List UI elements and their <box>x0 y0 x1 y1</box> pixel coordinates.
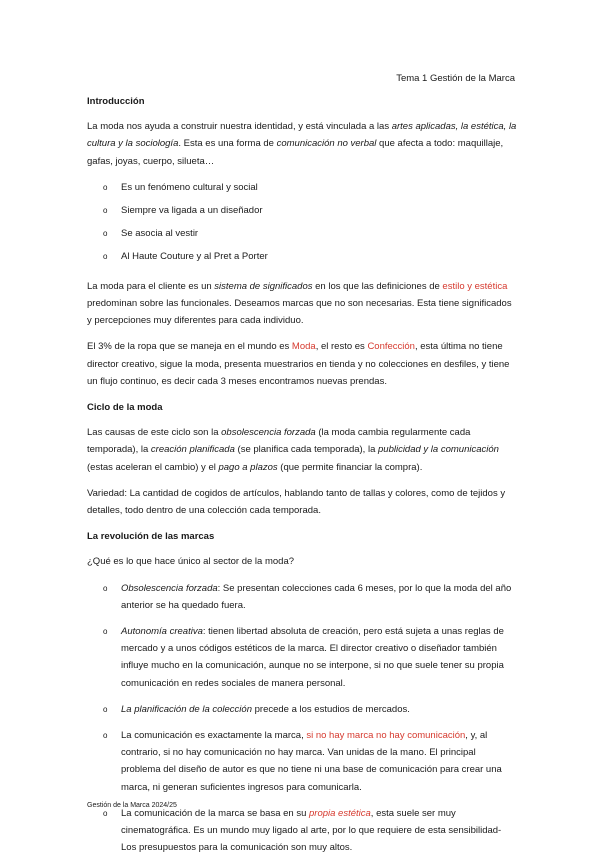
page-header: Tema 1 Gestión de la Marca <box>396 73 515 84</box>
section-title-revolucion: La revolución de las marcas <box>87 531 215 543</box>
revolucion-bullet-list <box>87 580 517 857</box>
list-item <box>87 623 517 692</box>
list-item: o Al Haute Couture y al Pret a Porter <box>87 248 517 271</box>
italic-text: pago a plazos <box>218 461 278 473</box>
list-item <box>87 701 517 718</box>
list-item <box>87 727 517 796</box>
bullet-icon: o <box>103 251 108 261</box>
intro-paragraph-2 <box>87 278 517 330</box>
highlighted-text: Confección <box>367 341 415 353</box>
ciclo-paragraph-2 <box>87 485 517 519</box>
section-title-intro: Introducción <box>87 96 145 107</box>
text-run: La moda para el cliente es un <box>87 280 215 292</box>
bullet-icon: o <box>103 583 108 593</box>
section-title-ciclo: Ciclo de la moda <box>87 402 163 414</box>
text-run: , esta suele ser muy cinematográfica. Es un mundo muy ligado al arte, por lo que requiere de esta sensibilidad- Los presupuestos para la comunicación son muy altos. <box>121 807 502 854</box>
list-item: o Siempre va ligada a un diseñador <box>87 202 517 225</box>
bullet-icon: o <box>103 627 108 637</box>
text-run: (estas aceleran el cambio) y el <box>87 461 219 473</box>
italic-text: Autonomía creativa <box>121 626 203 638</box>
italic-text: Obsolescencia forzada <box>121 582 218 594</box>
list-item: o Es un fenómeno cultural y social <box>87 179 517 202</box>
list-item <box>87 580 517 614</box>
text-run: Variedad: La cantidad de cogidos de artículos, hablando tanto de tallas y colores, como de tejidos y detalles, todo dentro de una colección cada temporada. <box>87 487 506 517</box>
highlighted-text: si no hay marca no hay comunicación <box>306 730 466 742</box>
intro-paragraph-1 <box>87 118 517 170</box>
ciclo-paragraph-1 <box>87 424 517 476</box>
highlighted-text: estilo y estética <box>442 280 508 292</box>
bullet-icon: o <box>103 182 108 192</box>
highlighted-text: propia estética <box>309 807 371 819</box>
text-run: : tienen libertad absoluta de creación, pero está sujeta a unas reglas de mercado y a unos códigos estéticos de la marca. El director creativo o diseñador también influye mucho en la comunicación, aunque no se interpone, si no que suele tener su propia comunicación en redes sociales de manera personal. <box>121 626 504 689</box>
revolucion-question: ¿Qué es lo que hace único al sector de la moda? <box>87 556 295 568</box>
highlighted-text: Moda <box>291 341 316 353</box>
italic-text: artes aplicadas, la estética, la cultura y la sociología <box>87 121 517 150</box>
intro-bullet-list <box>87 179 517 271</box>
text-run: Las causas de este ciclo son la <box>87 427 222 439</box>
bullet-icon: o <box>103 808 108 818</box>
text-run: , y, al contrario, si no hay comunicación no hay marca. Van unidas de la mano. El principal problema del diseño de autor es que no tiene ni una base de comunicación para crear una marca, ni generan suficientes ingresos para comunicarla. <box>121 730 502 793</box>
italic-text: creación planificada <box>150 444 235 456</box>
text-run: : Se presentan colecciones cada 6 meses, por lo que la moda del año anterior se ha quedado fuera. <box>121 582 512 611</box>
italic-text: comunicación no verbal <box>276 138 377 150</box>
text-run: (se planifica cada temporada), la <box>234 444 378 456</box>
list-item: o Se asocia al vestir <box>87 225 517 248</box>
text-run: La comunicación es exactamente la marca, <box>121 730 307 742</box>
bullet-icon: o <box>103 731 108 741</box>
text-run: El 3% de la ropa que se maneja en el mundo es <box>87 341 292 353</box>
italic-text: sistema de significados <box>214 280 313 292</box>
page-content <box>87 93 517 866</box>
bullet-icon: o <box>103 228 108 238</box>
text-run: (que permite financiar la compra). <box>277 461 423 473</box>
italic-text: publicidad y la comunicación <box>378 444 499 456</box>
text-run: predominan sobre las funcionales. Deseamos marcas que no son necesarias. Esta tiene significados y percepciones muy diferentes para cada individuo. <box>87 298 512 327</box>
text-run: precede a los estudios de mercados. <box>251 703 410 715</box>
text-run: , esta última no tiene director creativo, sigue la moda, presenta muestrarios en tienda y no colecciones en desfiles, y tiene un flujo continuo, es decir cada 3 meses encontramos nuevas prendas. <box>87 341 510 387</box>
text-run: La moda nos ayuda a construir nuestra identidad, y está vinculada a las <box>87 121 392 133</box>
text-run: que afecta a todo: maquillaje, gafas, joyas, cuerpo, silueta… <box>87 138 504 167</box>
text-run: en los que las definiciones de <box>312 280 443 292</box>
page-footer: Gestión de la Marca 2024/25 <box>87 802 177 809</box>
text-run: (la moda cambia regularmente cada temporada), la <box>87 427 471 456</box>
intro-paragraph-3 <box>87 338 517 390</box>
text-run: . Esta es una forma de <box>178 138 277 150</box>
bullet-icon: o <box>103 704 108 714</box>
italic-text: obsolescencia forzada <box>221 427 316 439</box>
bullet-icon: o <box>103 205 108 215</box>
text-run: , el resto es <box>315 341 368 353</box>
italic-text: La planificación de la colección <box>121 703 252 715</box>
text-run: La comunicación de la marca se basa en su <box>121 807 309 819</box>
